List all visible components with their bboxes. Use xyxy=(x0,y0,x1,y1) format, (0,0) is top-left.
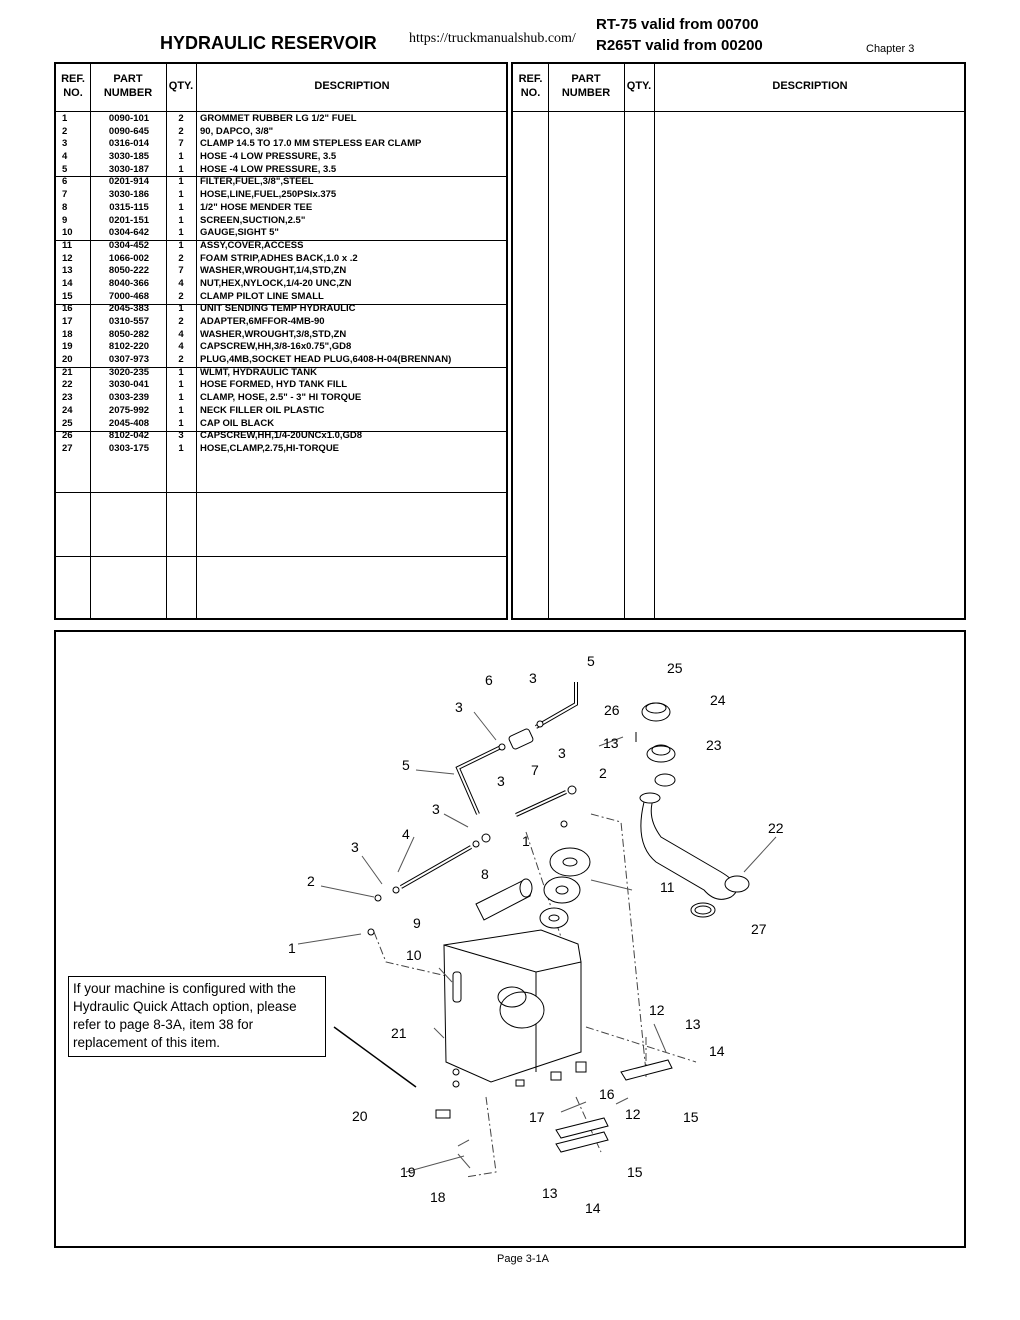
validity-rt75: RT-75 valid from 00700 xyxy=(596,16,759,33)
col-part-header: PART NUMBER xyxy=(103,73,153,99)
table-row xyxy=(56,176,506,189)
description-cell: 90, DAPCO, 3/8" xyxy=(200,125,274,137)
callout-11: 11 xyxy=(660,879,675,895)
description-cell: FOAM STRIP,ADHES BACK,1.0 x .2 xyxy=(200,252,358,264)
col-ref-header: REF. NO. xyxy=(61,73,85,99)
qty-cell: 1 xyxy=(178,227,184,239)
description-cell: WASHER,WROUGHT,3/8,STD,ZN xyxy=(200,328,347,340)
part-number-cell: 3030-186 xyxy=(108,189,150,201)
qty-cell: 1 xyxy=(178,379,184,391)
ref-cell: 15 xyxy=(62,290,73,302)
table-row xyxy=(56,240,506,253)
part-number-cell: 2045-408 xyxy=(108,417,150,429)
qty-cell: 1 xyxy=(178,151,184,163)
part-number-cell: 0316-014 xyxy=(108,138,150,150)
callout-5a: 5 xyxy=(587,653,595,669)
callout-3a: 3 xyxy=(529,670,537,686)
qty-cell: 1 xyxy=(178,303,184,315)
callout-15b: 15 xyxy=(627,1164,643,1180)
description-cell: GROMMET RUBBER LG 1/2" FUEL xyxy=(200,113,357,124)
qty-cell: 1 xyxy=(178,214,184,226)
ref-cell: 16 xyxy=(62,303,73,315)
ref-cell: 24 xyxy=(62,404,73,416)
qty-cell: 1 xyxy=(178,163,184,175)
ref-cell: 22 xyxy=(62,379,73,391)
part-number-cell: 3020-235 xyxy=(108,366,150,378)
qty-cell: 3 xyxy=(178,430,184,442)
description-cell: HOSE -4 LOW PRESSURE, 3.5 xyxy=(200,151,337,163)
description-cell: CLAMP PILOT LINE SMALL xyxy=(200,290,324,302)
description-cell: CAP OIL BLACK xyxy=(200,417,275,429)
ref-cell: 18 xyxy=(62,328,73,340)
part-number-cell: 0201-914 xyxy=(108,176,150,188)
col-desc-header: DESCRIPTION xyxy=(314,80,390,92)
col-desc-header-right: DESCRIPTION xyxy=(772,80,848,92)
table-row xyxy=(56,291,506,304)
qty-cell: 4 xyxy=(178,277,184,289)
ref-cell: 20 xyxy=(62,354,73,366)
qty-cell: 2 xyxy=(178,252,184,264)
parts-table-right xyxy=(511,62,966,620)
description-cell: PLUG,4MB,SOCKET HEAD PLUG,6408-H-04(BRENNAN) xyxy=(200,354,452,366)
ref-cell: 21 xyxy=(62,366,73,378)
part-number-cell: 2075-992 xyxy=(108,404,150,416)
description-cell: WLMT, HYDRAULIC TANK xyxy=(200,366,317,378)
qty-cell: 4 xyxy=(178,328,184,340)
description-cell: ASSY,COVER,ACCESS xyxy=(200,239,304,251)
callout-3d: 3 xyxy=(497,773,505,789)
table-row xyxy=(56,329,506,342)
callout-18: 18 xyxy=(430,1189,446,1205)
description-cell: CAPSCREW,HH,3/8-16x0.75",GD8 xyxy=(200,341,352,353)
callout-20: 20 xyxy=(352,1108,368,1124)
table-row xyxy=(56,265,506,278)
callout-12b: 12 xyxy=(625,1106,641,1122)
ref-cell: 4 xyxy=(62,151,68,163)
source-url[interactable]: https://truckmanualshub.com/ xyxy=(409,31,576,46)
col-part-header-right: PART NUMBER xyxy=(561,73,611,99)
description-cell: CLAMP 14.5 TO 17.0 MM STEPLESS EAR CLAMP xyxy=(200,138,422,150)
callout-27: 27 xyxy=(751,921,767,937)
description-cell: FILTER,FUEL,3/8",STEEL xyxy=(200,176,314,188)
ref-cell: 13 xyxy=(62,265,73,277)
table-row xyxy=(56,215,506,228)
exploded-diagram xyxy=(54,630,966,1248)
diagram-drawing xyxy=(56,632,964,1246)
quick-attach-note: If your machine is configured with the Hydraulic Quick Attach option, please refer to page 8-3A, item 38 for replacement of this item. xyxy=(68,976,326,1057)
ref-cell: 17 xyxy=(62,316,73,327)
callout-9: 9 xyxy=(413,915,421,931)
ref-cell: 7 xyxy=(62,189,68,201)
table-row xyxy=(56,430,506,443)
col-qty-header: QTY. xyxy=(168,80,194,92)
table-row xyxy=(56,126,506,139)
callout-13b: 13 xyxy=(685,1016,701,1032)
callout-2b: 2 xyxy=(307,873,315,889)
ref-cell: 8 xyxy=(62,201,68,213)
ref-cell: 6 xyxy=(62,176,68,188)
description-cell: CAPSCREW,HH,1/4-20UNCx1.0,GD8 xyxy=(200,430,363,442)
description-cell: NECK FILLER OIL PLASTIC xyxy=(200,404,325,416)
description-cell: WASHER,WROUGHT,1/4,STD,ZN xyxy=(200,265,347,277)
part-number-cell: 0201-151 xyxy=(108,214,150,226)
callout-4: 4 xyxy=(402,826,410,842)
callout-14a: 14 xyxy=(709,1043,725,1059)
chapter-label: Chapter 3 xyxy=(866,43,915,55)
qty-cell: 1 xyxy=(178,417,184,429)
description-cell: HOSE FORMED, HYD TANK FILL xyxy=(200,379,348,391)
ref-cell: 27 xyxy=(62,442,73,454)
part-number-cell: 0303-175 xyxy=(108,442,150,454)
callout-24: 24 xyxy=(710,692,726,708)
part-number-cell: 3030-041 xyxy=(108,379,150,391)
callout-2a: 2 xyxy=(599,765,607,781)
table-row xyxy=(56,316,506,329)
part-number-cell: 0304-452 xyxy=(108,239,150,251)
callout-13a: 13 xyxy=(603,735,619,751)
qty-cell: 2 xyxy=(178,354,184,366)
ref-cell: 14 xyxy=(62,277,73,289)
part-number-cell: 0090-645 xyxy=(108,125,150,137)
callout-22: 22 xyxy=(768,820,784,836)
table-row xyxy=(56,202,506,215)
validity-r265t: R265T valid from 00200 xyxy=(596,37,763,54)
table-row xyxy=(56,418,506,431)
ref-cell: 2 xyxy=(62,125,68,137)
callout-3b: 3 xyxy=(455,699,463,715)
qty-cell: 1 xyxy=(178,176,184,188)
description-cell: HOSE,LINE,FUEL,250PSIx.375 xyxy=(200,189,337,201)
part-number-cell: 0310-557 xyxy=(108,316,150,327)
ref-cell: 26 xyxy=(62,430,73,442)
callout-1b: 1 xyxy=(288,940,296,956)
callout-10: 10 xyxy=(406,947,422,963)
description-cell: UNIT SENDING TEMP HYDRAULIC xyxy=(200,303,356,315)
table-row xyxy=(56,303,506,316)
qty-cell: 7 xyxy=(178,138,184,150)
table-row xyxy=(56,392,506,405)
callout-8: 8 xyxy=(481,866,489,882)
callout-16: 16 xyxy=(599,1086,615,1102)
page-number: Page 3-1A xyxy=(497,1253,549,1265)
qty-cell: 4 xyxy=(178,341,184,353)
qty-cell: 1 xyxy=(178,366,184,378)
callout-1a: 1 xyxy=(522,833,530,849)
callout-25: 25 xyxy=(667,660,683,676)
table-row xyxy=(56,164,506,177)
ref-cell: 10 xyxy=(62,227,73,239)
part-number-cell: 0304-642 xyxy=(108,227,150,239)
part-number-cell: 0315-115 xyxy=(109,201,149,213)
callout-5b: 5 xyxy=(402,757,410,773)
qty-cell: 2 xyxy=(178,113,184,124)
callout-23: 23 xyxy=(706,737,722,753)
part-number-cell: 0303-239 xyxy=(108,392,150,404)
table-row xyxy=(56,367,506,380)
part-number-cell: 0307-973 xyxy=(108,354,150,366)
qty-cell: 2 xyxy=(178,125,184,137)
callout-3f: 3 xyxy=(351,839,359,855)
description-cell: 1/2" HOSE MENDER TEE xyxy=(200,201,313,213)
table-row xyxy=(56,113,506,126)
callout-19: 19 xyxy=(400,1164,416,1180)
table-row xyxy=(56,189,506,202)
ref-cell: 9 xyxy=(62,214,68,226)
callout-17: 17 xyxy=(529,1109,545,1125)
ref-cell: 23 xyxy=(62,392,73,404)
table-row xyxy=(56,278,506,291)
col-qty-header-right: QTY. xyxy=(626,80,652,92)
description-cell: ADAPTER,6MFFOR-4MB-90 xyxy=(200,316,325,327)
qty-cell: 2 xyxy=(178,290,184,302)
parts-list xyxy=(56,113,506,456)
ref-cell: 1 xyxy=(62,113,68,124)
table-row xyxy=(56,379,506,392)
callout-26: 26 xyxy=(604,702,620,718)
part-number-cell: 3030-185 xyxy=(108,151,150,163)
part-number-cell: 8102-220 xyxy=(108,341,150,353)
callout-12a: 12 xyxy=(649,1002,665,1018)
qty-cell: 2 xyxy=(178,316,184,327)
table-row xyxy=(56,227,506,240)
part-number-cell: 8050-222 xyxy=(108,265,150,277)
callout-14b: 14 xyxy=(585,1200,601,1216)
page-title: HYDRAULIC RESERVOIR xyxy=(160,33,377,53)
qty-cell: 7 xyxy=(178,265,184,277)
qty-cell: 1 xyxy=(178,442,184,454)
ref-cell: 12 xyxy=(62,252,73,264)
qty-cell: 1 xyxy=(178,189,184,201)
description-cell: GAUGE,SIGHT 5" xyxy=(200,227,279,239)
part-number-cell: 8050-282 xyxy=(108,328,150,340)
table-row xyxy=(56,341,506,354)
description-cell: CLAMP, HOSE, 2.5" - 3" HI TORQUE xyxy=(200,392,362,404)
qty-cell: 1 xyxy=(178,201,184,213)
description-cell: NUT,HEX,NYLOCK,1/4-20 UNC,ZN xyxy=(200,277,352,289)
parts-table-left xyxy=(54,62,508,620)
ref-cell: 3 xyxy=(62,138,68,150)
part-number-cell: 2045-383 xyxy=(108,303,150,315)
callout-15a: 15 xyxy=(683,1109,699,1125)
table-row xyxy=(56,253,506,266)
table-row xyxy=(56,138,506,151)
table-row xyxy=(56,354,506,367)
qty-cell: 1 xyxy=(178,239,184,251)
part-number-cell: 3030-187 xyxy=(108,163,150,175)
ref-cell: 25 xyxy=(62,417,73,429)
description-cell: SCREEN,SUCTION,2.5" xyxy=(200,214,306,226)
part-number-cell: 1066-002 xyxy=(108,252,150,264)
description-cell: HOSE -4 LOW PRESSURE, 3.5 xyxy=(200,163,337,175)
callout-21: 21 xyxy=(391,1025,407,1041)
part-number-cell: 8040-366 xyxy=(108,277,150,289)
part-number-cell: 0090-101 xyxy=(108,113,150,124)
table-row xyxy=(56,151,506,164)
ref-cell: 5 xyxy=(62,163,68,175)
qty-cell: 1 xyxy=(178,404,184,416)
callout-13c: 13 xyxy=(542,1185,558,1201)
ref-cell: 11 xyxy=(62,239,73,251)
callout-7: 7 xyxy=(531,762,539,778)
table-row xyxy=(56,405,506,418)
table-row xyxy=(56,443,506,456)
col-ref-header-right: REF. NO. xyxy=(518,73,543,99)
callout-3e: 3 xyxy=(432,801,440,817)
qty-cell: 1 xyxy=(178,392,184,404)
part-number-cell: 7000-468 xyxy=(108,290,150,302)
callout-3c: 3 xyxy=(558,745,566,761)
callout-6: 6 xyxy=(485,672,493,688)
description-cell: HOSE,CLAMP,2.75,HI-TORQUE xyxy=(200,442,340,454)
part-number-cell: 8102-042 xyxy=(108,430,150,442)
ref-cell: 19 xyxy=(62,341,73,353)
